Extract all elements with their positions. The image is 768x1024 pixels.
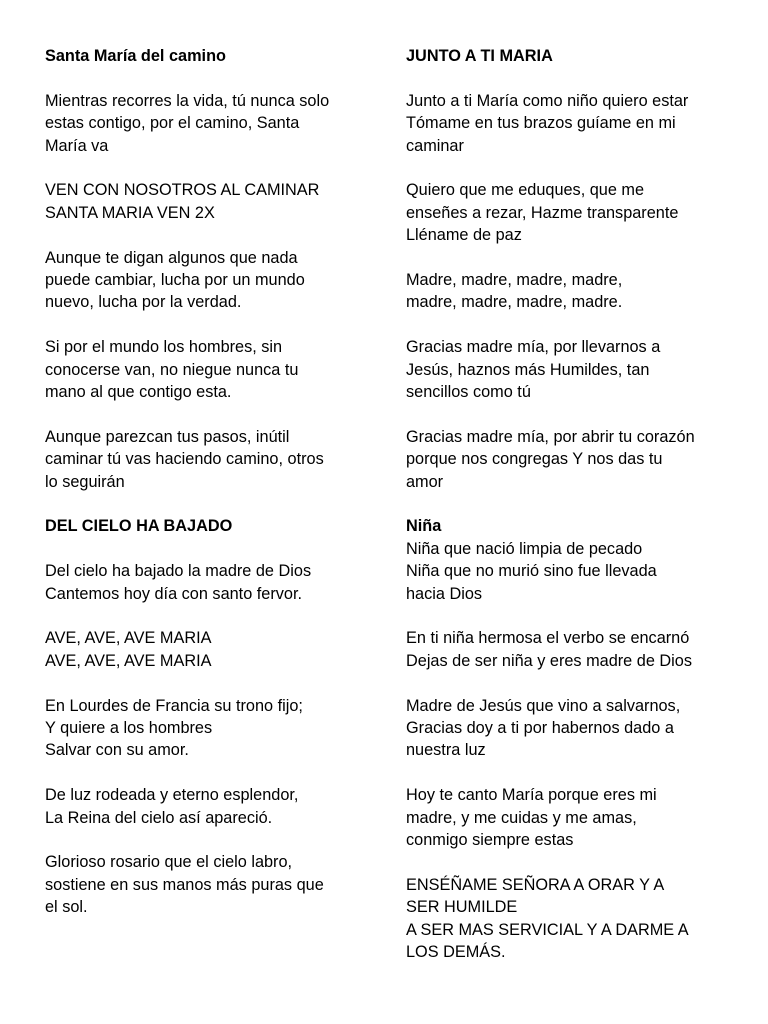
stanza (45, 336, 385, 403)
lyric-line: sencillos como tú (406, 383, 531, 402)
stanza (406, 179, 736, 246)
stanza (45, 426, 385, 493)
lyric-line: María va (45, 136, 109, 155)
stanza (406, 695, 736, 762)
lyric-line: nuevo, lucha por la verdad. (45, 293, 242, 312)
lyric-line: ENSÉÑAME SEÑORA A ORAR Y A (406, 875, 665, 894)
right-column (406, 45, 736, 986)
song-title: Santa María del camino (45, 47, 226, 65)
stanza (406, 90, 736, 157)
lyric-line: Gracias madre mía, por llevarnos a (406, 338, 661, 357)
song-del-cielo-ha-bajado (45, 515, 385, 537)
stanza (406, 426, 736, 493)
lyric-line: Tómame en tus brazos guíame en mi (406, 114, 676, 133)
lyric-line: Cantemos hoy día con santo fervor. (45, 584, 303, 603)
lyric-line: Salvar con su amor. (45, 741, 189, 760)
stanza (406, 336, 736, 403)
lyric-line: nuestra luz (406, 741, 486, 760)
lyric-line: LOS DEMÁS. (406, 943, 506, 962)
lyric-line: AVE, AVE, AVE MARIA (45, 629, 212, 648)
song-nina (406, 515, 736, 537)
stanza (45, 90, 385, 157)
lyric-line: Dejas de ser niña y eres madre de Dios (406, 651, 692, 670)
lyric-line: Niña que no murió sino fue llevada (406, 562, 657, 581)
stanza (45, 627, 385, 672)
lyric-line: porque nos congregas Y nos das tu (406, 450, 663, 469)
lyric-line: conmigo siempre estas (406, 831, 574, 850)
lyric-line: Madre de Jesús que vino a salvarnos, (406, 696, 681, 715)
song-title: JUNTO A TI MARIA (406, 47, 553, 65)
lyric-line: Glorioso rosario que el cielo labro, (45, 853, 293, 872)
lyric-line: Lléname de paz (406, 226, 522, 245)
stanza (406, 627, 736, 672)
lyric-line: Mientras recorres la vida, tú nunca solo (45, 91, 330, 110)
lyric-line: SANTA MARIA VEN 2X (45, 203, 215, 222)
lyric-line: Aunque parezcan tus pasos, inútil (45, 427, 290, 446)
lyric-line: VEN CON NOSOTROS AL CAMINAR (45, 181, 320, 200)
stanza (406, 269, 736, 314)
lyric-line: mano al que contigo esta. (45, 383, 232, 402)
lyric-line: Aunque te digan algunos que nada (45, 248, 298, 267)
lyric-line: Madre, madre, madre, madre, (406, 271, 623, 290)
lyric-line: Quiero que me eduques, que me (406, 181, 645, 200)
song-title: Niña (406, 517, 442, 536)
lyric-line: sostiene en sus manos más puras que (45, 875, 324, 894)
lyric-line: Hoy te canto María porque eres mi (406, 786, 657, 805)
lyric-line: La Reina del cielo así apareció. (45, 808, 273, 827)
stanza (406, 874, 736, 964)
lyric-line: Gracias madre mía, por abrir tu corazón (406, 427, 695, 446)
lyric-line: Junto a ti María como niño quiero estar (406, 91, 689, 110)
lyric-line: enseñes a rezar, Hazme transparente (406, 203, 679, 222)
lyric-line: AVE, AVE, AVE MARIA (45, 651, 212, 670)
lyric-line: A SER MAS SERVICIAL Y A DARME A (406, 920, 689, 939)
lyric-line: amor (406, 472, 444, 491)
lyric-line: Niña que nació limpia de pecado (406, 539, 643, 558)
lyric-line: el sol. (45, 898, 88, 917)
lyric-line: conocerse van, no niegue nunca tu (45, 360, 299, 379)
stanza (45, 560, 385, 605)
lyric-line: caminar (406, 136, 464, 155)
song-santa-maria-del-camino (45, 45, 385, 67)
lyric-line: puede cambiar, lucha por un mundo (45, 271, 305, 290)
lyric-line: madre, y me cuidas y me amas, (406, 808, 637, 827)
stanza (45, 695, 385, 762)
lyric-line: SER HUMILDE (406, 898, 518, 917)
lyric-line: Si por el mundo los hombres, sin (45, 338, 283, 357)
lyric-line: De luz rodeada y eterno esplendor, (45, 786, 299, 805)
stanza (45, 179, 385, 224)
lyric-line: Jesús, haznos más Humildes, tan (406, 360, 650, 379)
lyric-line: En ti niña hermosa el verbo se encarnó (406, 629, 690, 648)
lyric-line: lo seguirán (45, 472, 125, 491)
lyric-line: En Lourdes de Francia su trono fijo; (45, 696, 303, 715)
lyric-line: hacia Dios (406, 584, 483, 603)
stanza (45, 784, 385, 829)
lyric-line: caminar tú vas haciendo camino, otros (45, 450, 324, 469)
song-junto-a-ti-maria (406, 45, 736, 67)
stanza (45, 247, 385, 314)
left-column (45, 45, 385, 941)
lyric-line: Del cielo ha bajado la madre de Dios (45, 562, 312, 581)
lyric-line: Y quiere a los hombres (45, 719, 213, 738)
lyric-line: madre, madre, madre, madre. (406, 293, 623, 312)
stanza (406, 538, 736, 605)
lyric-line: estas contigo, por el camino, Santa (45, 114, 300, 133)
stanza (45, 851, 385, 918)
stanza (406, 784, 736, 851)
song-title: DEL CIELO HA BAJADO (45, 517, 233, 536)
lyric-line: Gracias doy a ti por habernos dado a (406, 719, 674, 738)
